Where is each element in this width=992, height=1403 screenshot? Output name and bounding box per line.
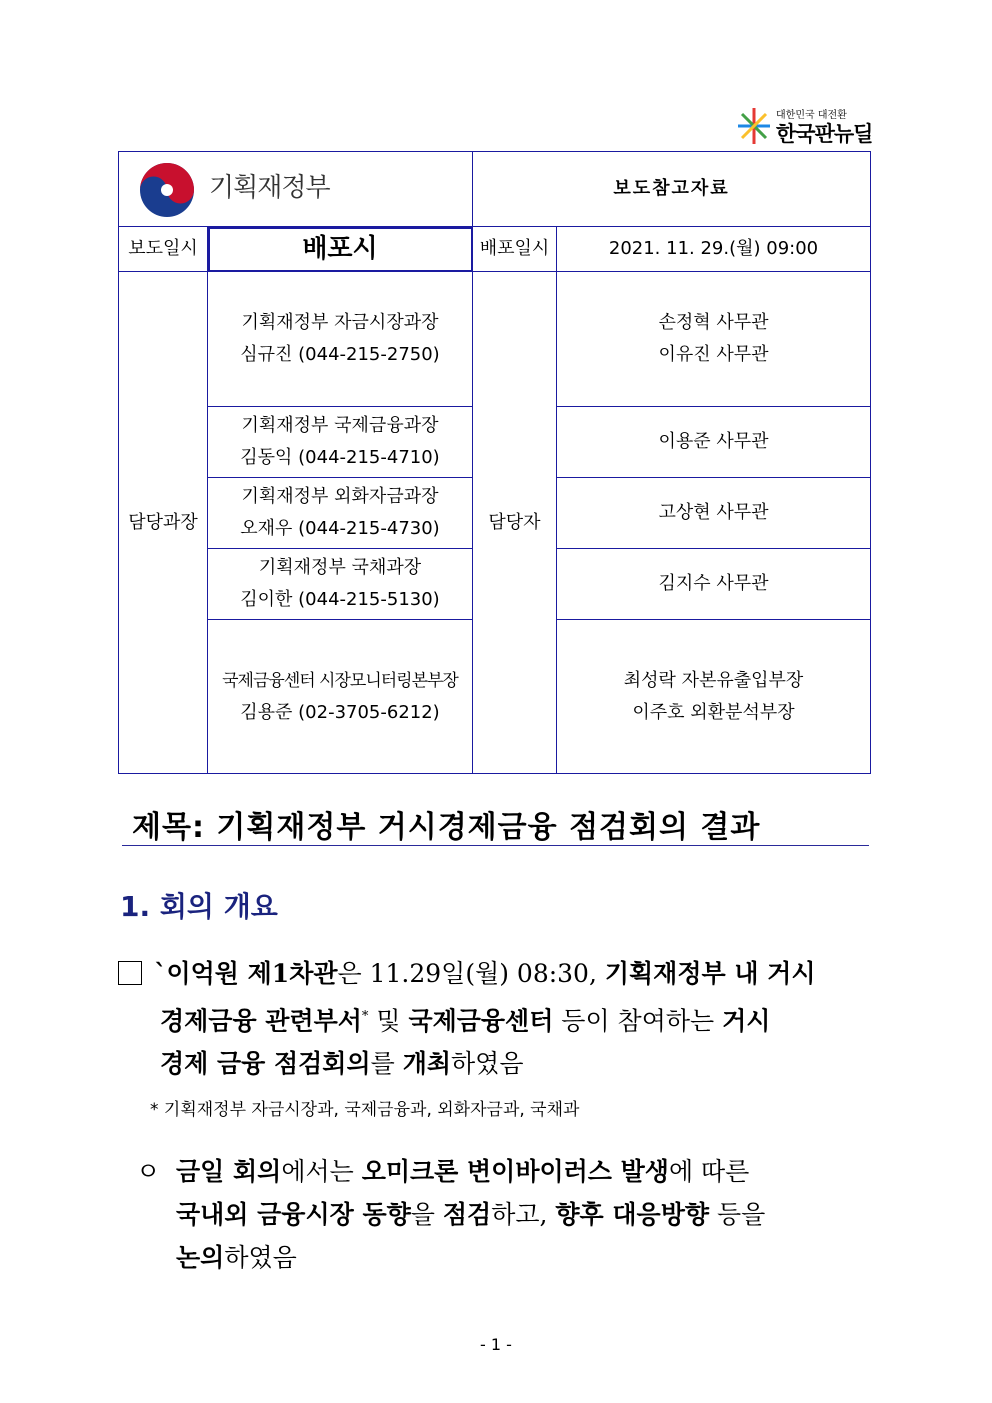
footnote: * 기획재정부 자금시장과, 국제금융과, 외화자금과, 국채과	[150, 1100, 580, 1120]
taegeuk-emblem-icon	[139, 162, 195, 218]
dept-head: 심규진 (044-215-2750)	[240, 344, 440, 365]
distribution-label: 배포일시	[473, 227, 557, 272]
distribution-value: 2021. 11. 29.(월) 09:00	[557, 227, 871, 272]
discussion-paragraph: ㅇ 금일 회의에서는 오미크론 변이바이러스 발생에 따른 국내외 금융시장 동향을 점검하고, 향후 대응방향 등을 논의하였음	[136, 1150, 876, 1279]
new-deal-subtitle: 대한민국 대전환	[776, 110, 847, 121]
press-info-table	[118, 151, 870, 776]
dept-head: 김이한 (044-215-5130)	[240, 589, 440, 610]
korean-new-deal-logo	[736, 104, 873, 150]
new-deal-title: 한국판뉴딜	[776, 122, 873, 146]
dept-name: 기획재정부 국채과장	[258, 557, 422, 578]
subject-heading	[122, 800, 869, 846]
staff-name: 이용준 사무관	[658, 431, 769, 452]
contact-dept-cell	[208, 407, 473, 478]
contact-dept-cell	[208, 620, 473, 774]
contact-staff-cell	[557, 549, 871, 620]
staff-label: 담당자	[473, 272, 557, 774]
contact-dept-cell	[208, 478, 473, 549]
page-number: - 1 -	[480, 1335, 512, 1354]
contact-staff-cell	[557, 407, 871, 478]
dept-name: 국제금융센터 시장모니터링본부장	[222, 670, 458, 691]
contact-staff-cell	[557, 620, 871, 774]
overview-paragraph: `이억원 제1차관은 11.29일(월) 08:30, 기획재정부 내 거시 경제금융 관련부서* 및 국제금융센터 등이 참여하는 거시 경제 금융 점검회의를 개최하였음	[118, 952, 878, 1085]
dept-head: 김동익 (044-215-4710)	[240, 447, 440, 468]
staff-name: 이주호 외환분석부장	[632, 701, 795, 723]
contact-dept-cell	[208, 549, 473, 620]
release-label: 보도일시	[119, 227, 208, 272]
contact-staff-cell	[557, 272, 871, 407]
contact-dept-cell	[208, 272, 473, 407]
subject-text: 제목: 기획재정부 거시경제금융 점검회의 결과	[132, 810, 761, 845]
square-bullet-icon	[118, 961, 142, 985]
staff-name: 손정혁 사무관	[658, 312, 769, 333]
section-heading: 1. 회의 개요	[120, 890, 278, 923]
doc-type-title: 보도참고자료	[473, 152, 871, 227]
dept-name: 기획재정부 자금시장과장	[241, 312, 439, 333]
dept-name: 기획재정부 외화자금과장	[241, 486, 439, 507]
contact-staff-cell	[557, 478, 871, 549]
ministry-logo-cell	[119, 152, 473, 227]
new-deal-star-icon	[736, 106, 772, 146]
dept-head: 김용준 (02-3705-6212)	[240, 701, 440, 723]
staff-name: 이유진 사무관	[658, 344, 769, 365]
dept-head-label: 담당과장	[119, 272, 208, 774]
release-value: 배포시	[208, 227, 473, 272]
dept-name: 기획재정부 국제금융과장	[241, 415, 439, 436]
staff-name: 고상현 사무관	[658, 502, 769, 523]
circle-bullet: ㅇ	[136, 1157, 161, 1186]
staff-name: 최성락 자본유출입부장	[623, 669, 804, 691]
dept-head: 오재우 (044-215-4730)	[240, 518, 440, 539]
ministry-name: 기획재정부	[209, 173, 330, 203]
staff-name: 김지수 사무관	[658, 573, 769, 594]
